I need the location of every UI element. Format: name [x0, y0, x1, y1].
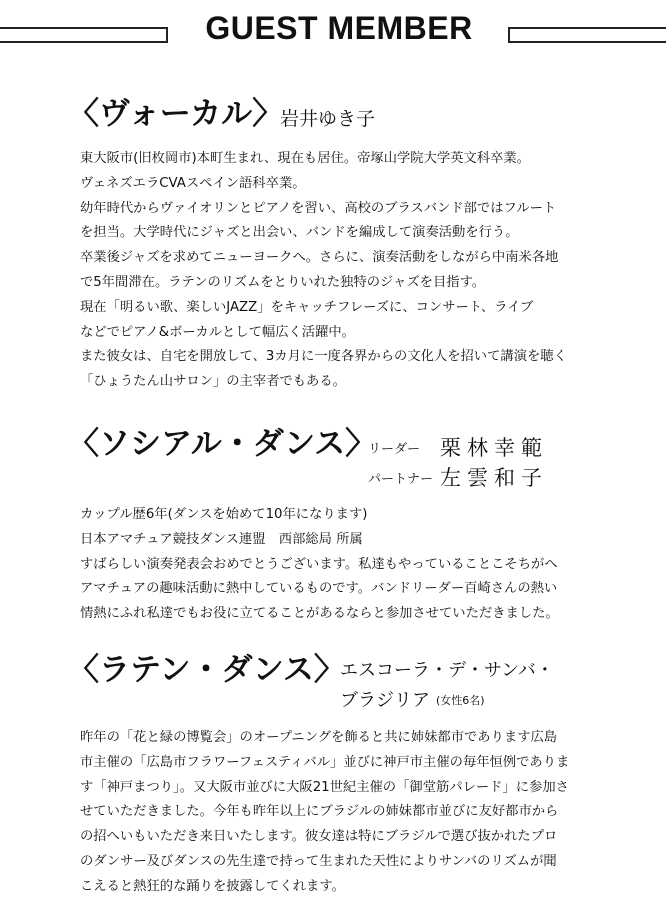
latin-group-name-line1: エスコーラ・デ・サンバ・	[340, 660, 554, 681]
vocal-bio-line: で5年間滞在。ラテンのリズムをとりいれた独特のジャズを目指す。	[80, 274, 486, 290]
vocal-bio-line: ヴェネズエラCVAスペイン語科卒業。	[80, 175, 306, 191]
latin-bio-line: の招へいもいただき来日いたします。彼女達は特にブラジルで選び抜かれたプロ	[80, 829, 558, 845]
social-bio-line: 日本アマチュア競技ダンス連盟 西部総局 所属	[80, 531, 363, 547]
section-heading-vocal: 〈ヴォーカル〉	[68, 96, 284, 132]
page-title: GUEST MEMBER	[205, 10, 473, 46]
latin-bio-line: こえると熱狂的な踊りを披露してくれます。	[80, 878, 345, 894]
vocal-bio-line: 「ひょうたん山サロン」の主宰者でもある。	[80, 374, 346, 390]
latin-bio-line: 昨年の「花と緑の博覧会」のオープニングを飾ると共に姉妹都市であります広島	[80, 730, 558, 745]
social-bio-line: カップル歴6年(ダンスを始めて10年になります)	[80, 507, 368, 522]
vocal-bio-line: 卒業後ジャズを求めてニューヨークへ。さらに、演奏活動をしながら中南米各地	[80, 250, 559, 266]
partner-label: パートナー	[368, 472, 434, 487]
latin-group-name-line2: ブラジリア	[340, 690, 430, 711]
vocal-bio-line: 現在「明るい歌、楽しいJAZZ」をキャッチフレーズに、コンサート、ライブ	[80, 299, 534, 315]
latin-bio-line: せていただきました。今年も昨年以上にブラジルの姉妹都市並びに友好都市から	[80, 804, 559, 820]
leader-label: リーダー	[368, 442, 421, 457]
vocal-bio-line: などでピアノ&ボーカルとして幅広く活躍中。	[80, 324, 355, 340]
title-rule-left	[0, 27, 168, 43]
vocal-performer-name: 岩井ゆき子	[280, 108, 376, 130]
latin-bio-line: のダンサー及びダンスの先生達で持って生まれた天性によりサンバのリズムが聞	[80, 853, 557, 869]
latin-dance-bio	[80, 726, 620, 900]
section-heading-latin-dance: 〈ラテン・ダンス〉	[68, 652, 345, 688]
vocal-bio-line: 幼年時代からヴァイオリンとピアノを習い、高校のブラスバンド部ではフルート	[80, 200, 557, 216]
social-bio-line: アマチュアの趣味活動に熱中しているものです。バンドリーダー百崎さんの熱い	[80, 581, 558, 597]
leader-name: 栗林幸範	[440, 436, 548, 460]
section-heading-social-dance: 〈ソシアル・ダンス〉	[68, 426, 377, 462]
vocal-bio-line: 東大阪市(旧枚岡市)本町生まれ、現在も居住。帝塚山学院大学英文科卒業。	[80, 151, 530, 166]
latin-bio-line: す「神戸まつり」。又大阪市並びに大阪21世紀主催の「御堂筋パレード」に参加さ	[80, 779, 569, 795]
vocal-bio-line: また彼女は、自宅を開放して、3カ月に一度各界からの文化人を招いて講演を聴く	[80, 349, 567, 365]
vocal-bio	[80, 147, 620, 395]
latin-bio-line: 市主催の「広島市フラワーフェスティバル」並びに神戸市主催の毎年恒例でありま	[80, 754, 570, 770]
social-bio-line: 情熱にふれ私達でもお役に立てることがあるならと参加させていただきました。	[80, 606, 559, 622]
title-rule-right	[508, 27, 666, 43]
social-bio-line: すばらしい演奏発表会おめでとうございます。私達もやっていることこそちがへ	[80, 556, 558, 572]
vocal-bio-line: を担当。大学時代にジャズと出会い、バンドを編成して演奏活動を行う。	[80, 225, 519, 241]
partner-name: 左雲和子	[440, 466, 548, 490]
social-dance-bio	[80, 503, 620, 627]
latin-group-note: (女性6名)	[436, 694, 485, 707]
